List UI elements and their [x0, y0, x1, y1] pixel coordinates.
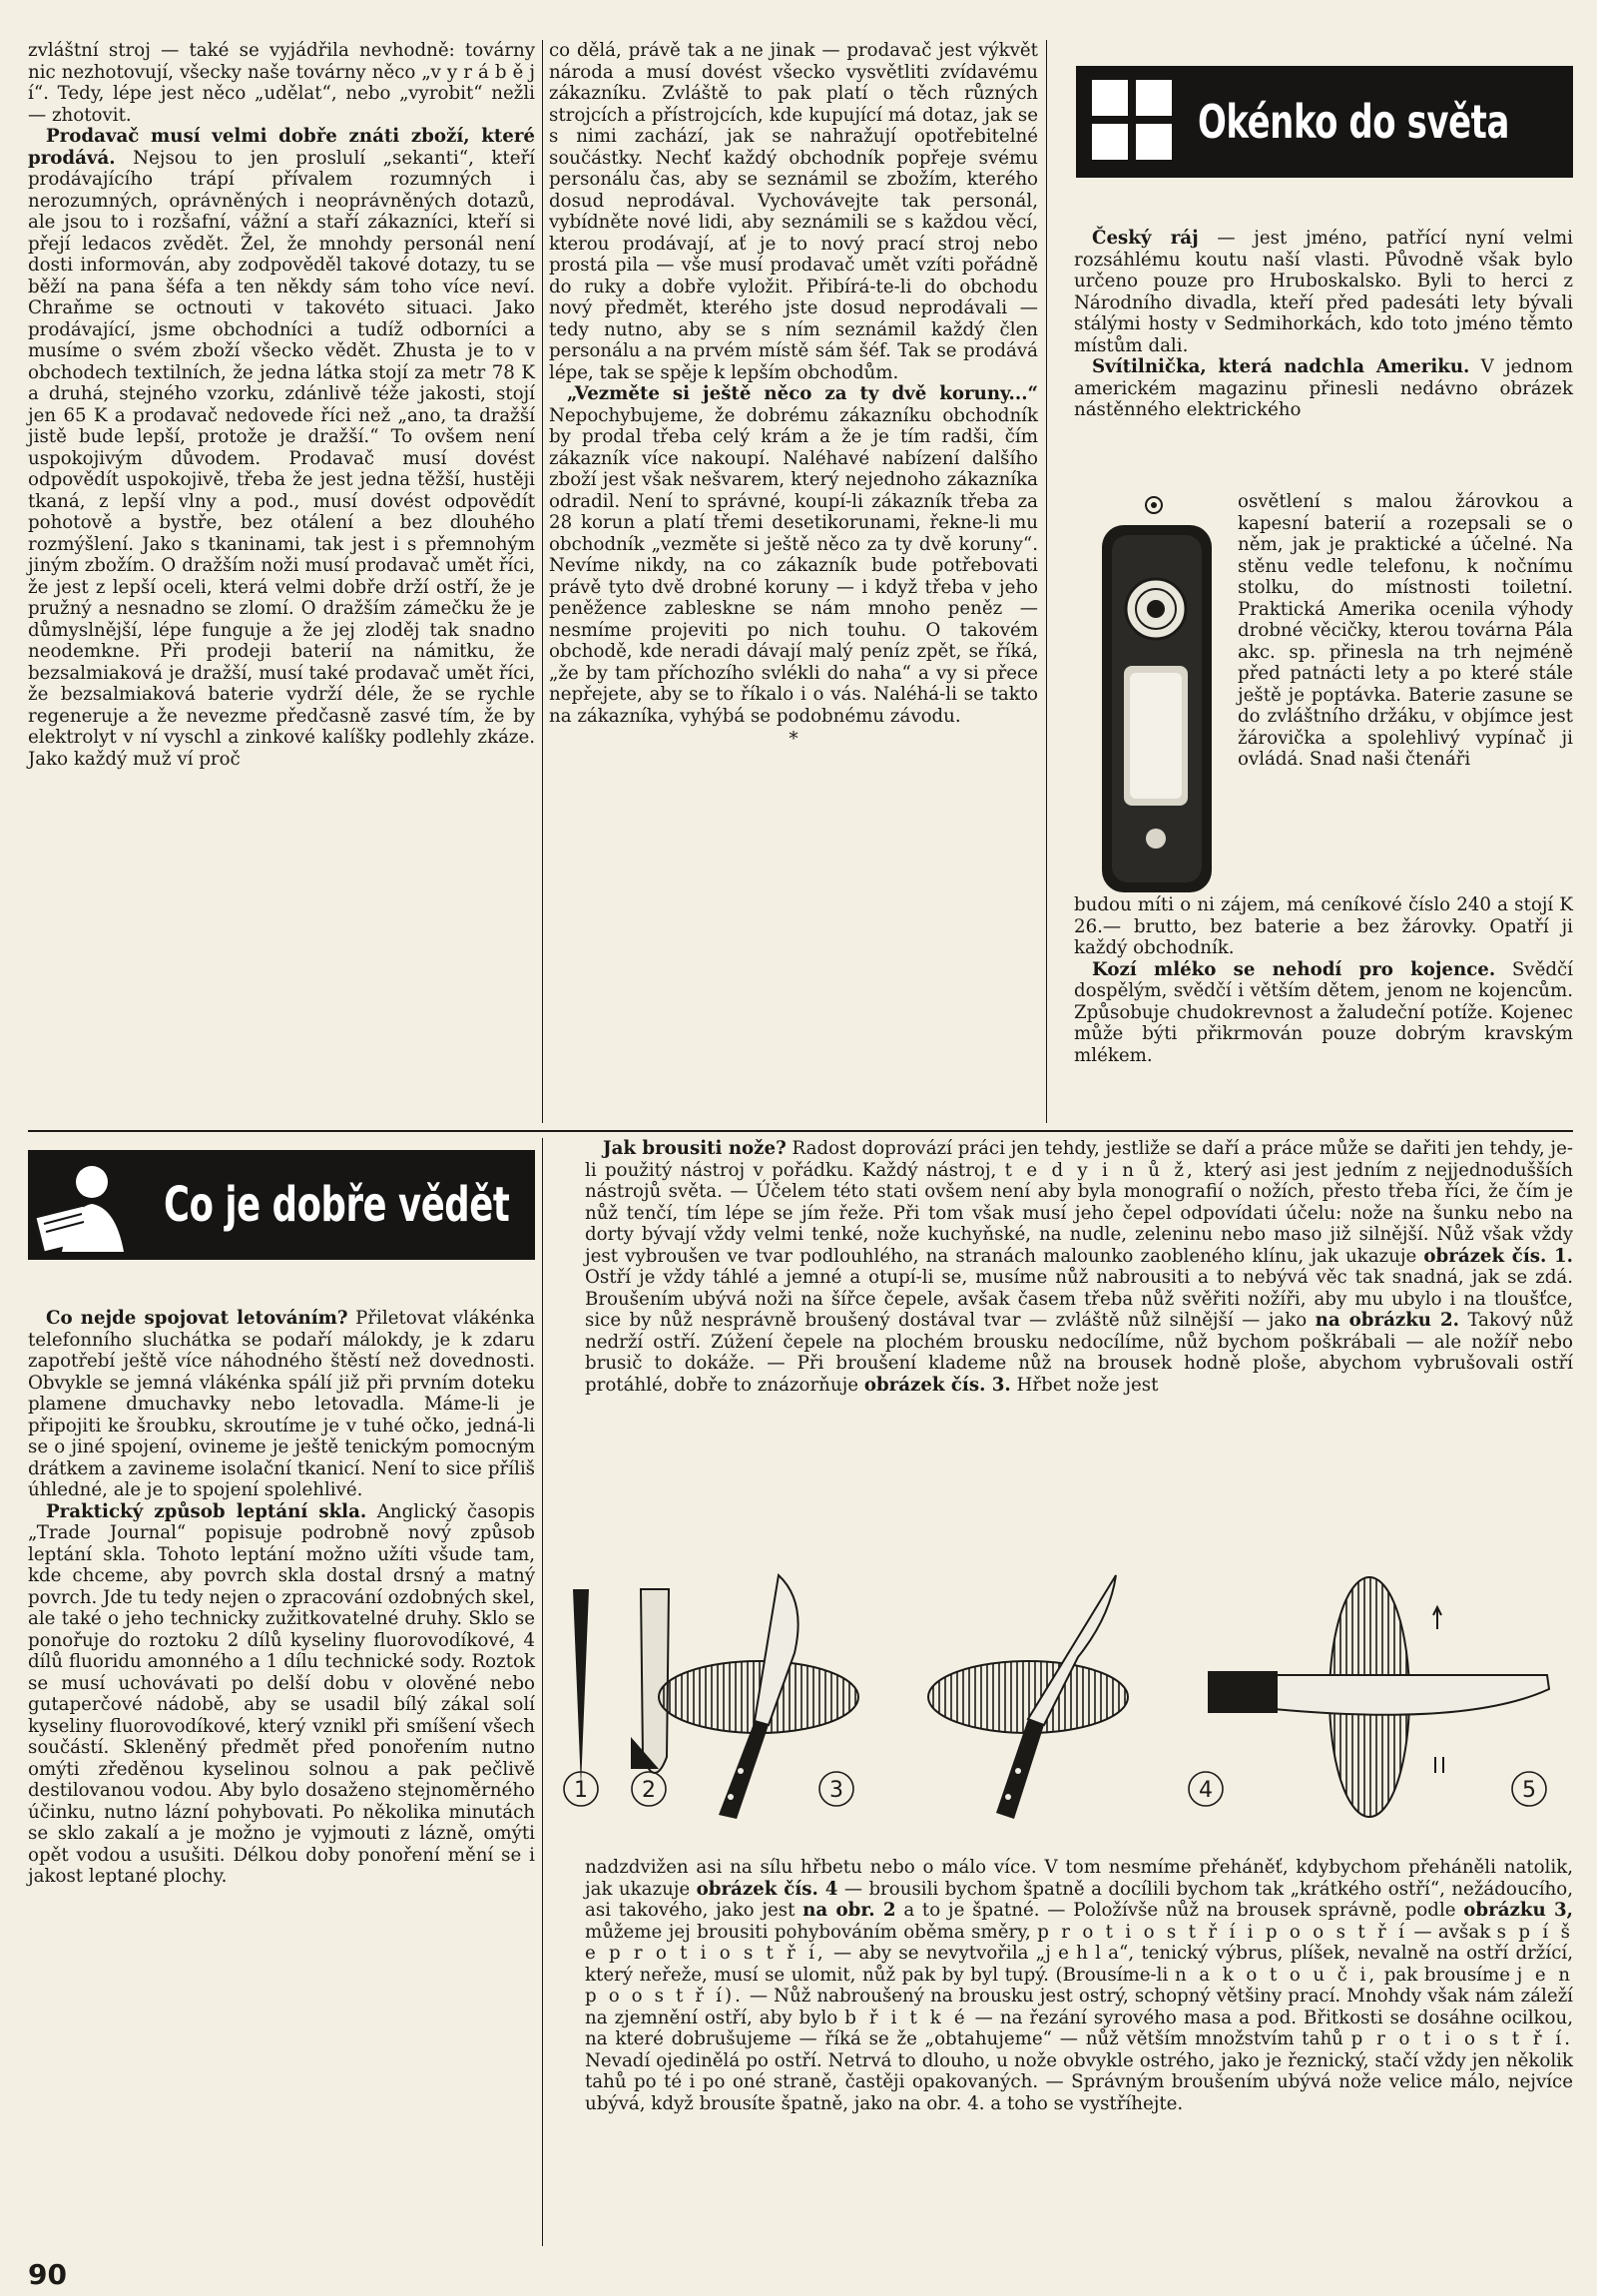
page-number: 90 — [28, 2258, 67, 2291]
paragraph: Přiletovat vlákénka telefonního sluchátka se podaří málokdy, je k zdaru zapotřebí ještě více náhodného štěstí než dovednosti. Obvykle se jemná vlákénka spálí již při prvním doteku plamene dmuchavky nebo letovadla. Máme-li je připojiti ke šroubku, skroutíme je v tuhé očko, jedná-li se o jiné spojení, ovineme je ještě tenickým pomocným drátkem a zavineme isolační tkanicí. Není to sice příliš úhledné, ale je to spojení spolehlivé. — [28, 1308, 535, 1500]
figure-3 — [659, 1575, 858, 1819]
paragraph: zvláštní stroj — také se vyjádřila nevhodně: továrny nic nezhotovují, všecky naše továrny něco „v y r á b ě j í“. Tedy, lépe jest něco „udělat“, nebo „vyrobit“ nežli — zhotovit. — [28, 40, 535, 126]
subheading: Svítilnička, která nadchla Ameriku. — [1092, 356, 1470, 377]
article-column-3-continued — [1074, 894, 1573, 1066]
spaced-text: t e d y i n ů ž, — [1004, 1159, 1196, 1181]
wall-lamp-illustration — [1090, 491, 1228, 902]
spaced-text: j e n p o o s t ř í). — [585, 1964, 1573, 2007]
subheading: Praktický způsob leptání skla. — [46, 1500, 367, 1522]
paragraph: můžeme jej brousiti pohybováním oběma směry, — [585, 1921, 1031, 1943]
paragraph: Radost doprovází práci jen tehdy, jestliže se daří a práce může se dařiti jen tehdy, je-li použitý nástroj v pořádku. Každý nástroj, — [585, 1138, 1573, 1181]
figure-reference: obrázek čís. 3. — [863, 1374, 1011, 1396]
subheading: „Vezměte si ještě něco za ty dvě koruny...“ — [567, 383, 1038, 404]
article-knife-sharpening-continued — [585, 1857, 1573, 2114]
section-divider — [28, 1130, 1573, 1132]
paragraph: — na řezání syrového masa a pod. Břitkosti se dosáhne ocilkou, na které dobrušujeme — říká se že „obtahujeme“ — nůž větším množstvím tahů — [585, 2007, 1573, 2049]
lamp-wrap-text — [1238, 491, 1573, 771]
subheading: Český ráj — [1092, 228, 1199, 249]
paragraph: a to je špatné. — Položívše nůž na brousek správně, podle — [903, 1900, 1456, 1921]
subheading: Kozí mléko se nehodí pro kojence. — [1092, 958, 1496, 980]
section-title: Co je dobře vědět — [164, 1177, 510, 1233]
paragraph: Svědčí dospělým, svědčí i větším dětem, jenom ne kojencům. Způsobuje chudokrevnost a žaludeční potíže. Kojenec může býti přikrmován pouze dobrým kravským mlékem. — [1074, 958, 1573, 1066]
section-banner-co-je-dobre-vedet — [28, 1150, 535, 1260]
subheading: Co nejde spojovat letováním? — [46, 1308, 348, 1329]
paragraph: Takový nůž nedrží ostří. Zúžení čepele na plochém brousku nedocílíme, nůž bychom poškrábali — ale nožíř nebo brusič to dokáže. — Při broušení klademe nůž na brousek hodně ploše, abychom vybrušovali ostří protáhlé, dobře to znázorňuje — [585, 1310, 1573, 1396]
figure-reference: obrázek čís. 4 — [696, 1878, 838, 1900]
paragraph: — Nůž nabroušený na brousku jest ostrý, schopný většiny prací. Mnohdy však nám záleží na zjemnění ostří, aby bylo — [585, 1986, 1573, 2028]
figure-reference: obrázku 3, — [1463, 1900, 1573, 1921]
reading-man-icon — [30, 1152, 160, 1258]
paragraph: Ostří je vždy táhlé a jemné a otupí-li se, musíme nůž nabrousiti a to nebývá věc tak snadná, jak se zdá. Broušením ubývá noži na šířce čepele, avšak časem třeba nůž svěřiti nožíři, aby mu ubylo i na tloušťce, sice by nůž nesprávně broušený dostával tvar — zvláště nůž silnější — jako — [585, 1267, 1573, 1331]
paragraph: pak brousíme — [1383, 1964, 1511, 1986]
spaced-text: s p í š e p r o t i o s t ř í, — [585, 1921, 1573, 1964]
figure-4 — [928, 1575, 1128, 1819]
figure-2 — [631, 1589, 669, 1773]
section-end-mark: * — [789, 729, 798, 750]
paragraph: co dělá, právě tak a ne jinak — prodavač jest výkvět národa a musí dovést všecko vysvětliti zvídavému zákazníku. Zvláště to pak platí o těch různých strojcích a přístrojcích, kde kupující má dotaz, jak se s nimi zachází, jak se nahražují opotřebitelné součástky. Nechť každý obchodník popřeje svému personálu čas, aby se seznámil se zbožím, kterého dosud neprodával. Vychovávejte tak personál, vybídněte nové lidi, aby seznámili se s každou věcí, kterou prodávají, ať je to nový prací stroj nebo prostá pila — vše musí prodavač umět vzíti pořádně do ruky a dobře vyložit. Přibírá-te-li do obchodu nový předmět, kterého jste dosud neprodávali — tedy nutno, aby se s ním seznámil každý člen personálu a na prvém místě sám šéf. Tak se prodává lépe, tak se spěje k lepším obchodům. — [549, 40, 1038, 383]
figure-label: 1 — [574, 1778, 588, 1803]
paragraph: V jednom americkém magazinu přinesli nedávno obrázek nástěnného elektrického — [1074, 356, 1573, 420]
article-column-1 — [28, 40, 535, 770]
spaced-text: p r o t i o s t ř í. — [1350, 2028, 1573, 2049]
paragraph: nadzdvižen asi na sílu hřbetu nebo o málo více. V tom nesmíme přeháněť, kdybychom přeháněli natolik, jak ukazuje — [585, 1857, 1573, 1900]
paragraph: — brousili bychom špatně a docílili bychom tak „krátkého ostří“, nežádoucího, asi takového, jako jest — [585, 1878, 1573, 1921]
paragraph: — aby se nevytvořila „j e h l a“, tenický výbrus, plíšek, nevalně na ostří držící, který neřeže, musí se ulomit, nůž pak by byl tupý. (Brousíme-li — [585, 1943, 1573, 1986]
window-icon — [1078, 66, 1190, 178]
figure-label: 4 — [1199, 1778, 1213, 1803]
paragraph: Nejsou to jen proslulí „sekanti“, kteří prodávajícího trápí přívalem rozumných i nerozumných, oprávněných i neoprávněných dotazů, ale jsou to i rozšafní, vážní a staří zákazníci, kteří si přejí ledacos zvědět. Žel, že mnohdy personál není dosti informován, aby zodpověděl takové dotazy, tu se běží na pana šéfa a ten někdy sám toho více neví. Chraňme se octnouti v takovéto situaci. Jako prodávající, jsme obchodníci a tudíž odborníci a musíme o svém zboží všecko vědět. Zhusta je to v obchodech textilních, že jedna látka stojí za metr 78 K a druhá, stejného vzorku, zdánlivě téže jakosti, stojí jen 65 K a prodavač nedovede říci než „ano, ta dražší jistě bude lepší, protože je dražší.“ To ovšem není uspokojivým důvodem. Prodavač musí dovést odpovědít uspokojivě, třeba že jest jedna těžší, hustěji tkaná, z lepší vlny a pod., musí dovést odpovědít pohotově a bystře, bez otálení a bez dlouhého rozmýšlení. Jako s tkaninami, tak jest i s přemnohým jiným zbožím. O dražším noži musí prodavač umět říci, že jest z lepší oceli, která velmi dobře drží ostří, že je pružný a nesnadno se zlomí. O dražším zámečku že je důmyslnější, lépe funguje a že jej zloděj tak snadno neodemkne. Při prodeji baterií na námitku, že bezsalmiaková je dražší, musí také prodavač umět říci, že bezsalmiaková baterie vydrží déle, že se rychle regeneruje a že nevezme předčasně zasvé tím, že by elektrolyt v ní vyschl a zinkové kalíšky podlehly zkáze. Jako každý muž ví proč — [28, 147, 535, 770]
paragraph: budou míti o ni zájem, má ceníkové číslo 240 a stojí K 26.— brutto, bez baterie a bez žárovky. Opatří ji každý obchodník. — [1074, 894, 1573, 958]
paragraph: — avšak — [1413, 1921, 1491, 1943]
spaced-text: n a k o t o u č i, — [1174, 1964, 1378, 1986]
paragraph: Nepochybujeme, že dobrému zákazníku obchodník by prodal třeba celý krám a že je tím radši, čím zákazník více nakoupí. Naléhavé nabízení dalšího zboží jest však nešvarem, který nejednoho zákazníka odradil. Není to správné, koupí-li zákazník třeba za 28 korun a platí třemi desetikorunami, řekne-li mu obchodník „vezměte si ještě něco za ty dvě koruny“. Nevíme nikdy, na co zákazník bude potřebovati právě tyto dvě drobné koruny — i když třeba v jeho peněžence zableskne se nám mnoho peněz — nesmíme projeviti po nich touhu. O takovém obchodě, kde neradi dávají malý peníz zpět, se říká, „že by tam příchozího svlékli do naha“ a vy si přece nepřejete, aby se to říkalo i o vás. Naléhá-li se takto na zákazníka, vyhýbá se podobnému závodu. — [549, 404, 1038, 727]
subheading: Prodavač musí velmi dobře znáti zboží, které prodává. — [28, 126, 535, 169]
column-divider — [1046, 40, 1047, 1123]
figure-reference: na obrázku 2. — [1315, 1310, 1460, 1331]
figure-label: 3 — [829, 1778, 843, 1803]
column-divider — [542, 40, 543, 1123]
figure-label: 5 — [1522, 1778, 1536, 1803]
spaced-text: b ř i t k é — [844, 2007, 968, 2028]
figure-reference: obrázek čís. 1. — [1423, 1245, 1574, 1267]
column-divider — [542, 1138, 543, 2246]
section-title: Okénko do světa — [1198, 95, 1509, 149]
paragraph: který asi jest jedním z nejjednodušších nástrojů světa. — Účelem této stati ovšem není aby byla monografií o nožích, přesto třeba říci, že čím je nůž tenčí, tím lépe se jím řeže. Při tom však musí jeho čepel odpovídati účelu: nože na šunku nebo na dorty bývají vždy velmi tenké, nože kuchyňské, na nudle, zeleninu nebo maso již silnější. Nůž však vždy jest vybroušen ve tvar podlouhlého, na stranách malounko zaobleného klínu, jak ukazuje — [585, 1159, 1573, 1267]
figure-1 — [573, 1589, 589, 1787]
section-banner-okenko — [1076, 66, 1573, 178]
article-left-lower — [28, 1308, 535, 1888]
subheading: Jak brousiti nože? — [603, 1138, 787, 1159]
knife-sharpening-figures — [559, 1557, 1573, 1827]
figure-label: 2 — [642, 1778, 656, 1803]
paragraph: Anglický časopis „Trade Journal“ popisuje podrobně nový způsob leptání skla. Tohoto leptání možno užíti všude tam, kde chceme, aby povrch skla dostal drsný a matný povrch. Jde tu tedy nejen o zpracování ozdobných skel, ale také o jeho technicky zužitkovatelné druhy. Sklo se ponořuje do roztoku 2 dílů kyseliny fluorovodíkové, 4 dílů fluoridu amonného a 1 dílu technické sody. Roztok se musí uchovávati po delší dobu v olověné nebo gutaperčové nádobě, aby se usadil bílý zákal solí kyseliny fluorovodíkové, který vznikl při smíšení všech součástí. Skleněný předmět před ponořením nutno omýti zředěnou kyselinou solnou a pak pečlivě destilovanou vodou. Aby bylo dosaženo stejnoměrného účinku, nutno lázní pohybovati. Po několika minutách se sklo zakalí a je možno je vyjmouti z lázně, omýti opět vodou a usušiti. Délkou doby ponoření mění se i jakost leptané plochy. — [28, 1500, 535, 1887]
paragraph: osvětlení s malou žárovkou a kapesní baterií a rozepsali se o něm, jak je praktické a účelné. Na stěnu vedle telefonu, k nočnímu stolku, do místnosti toiletní. Praktická Amerika ocenila výhody drobné věcičky, kterou továrna Pála akc. sp. přinesla na trh nejméně před patnácti lety a po které stále ještě je poptávka. Baterie zasune se do zvláštního držáku, v objímce jest žárovička a spolehlivý vypínač ji ovládá. Snad naši čtenáři — [1238, 491, 1573, 770]
spaced-text: p r o t i o s t ř í i p o o s t ř í — [1037, 1921, 1407, 1943]
figure-5 — [1208, 1577, 1549, 1817]
article-column-3 — [1074, 228, 1573, 421]
paragraph: — jest jméno, patřící nyní velmi rozsáhlému koutu naší vlasti. Původně však bylo určeno pouze pro Hruboskalsko. Byli to herci z Národního divadla, kteří před padesáti lety bývali stálými hosty v Sedmihorkách, kdo toto jméno těmto místům dali. — [1074, 228, 1573, 356]
article-column-2 — [549, 40, 1038, 751]
paragraph: Nevadí ojedinělá po ostří. Netrvá to dlouho, u nože obvykle ostrého, jako je řeznický, stačí vždy jen několik tahů po té i po oné straně, častěji opakovaných. — Správným broušením ubývá nože velice málo, nejvíce ubývá, když brousíte špatně, jako na obr. 4. a toho se vystříhejte. — [585, 2049, 1573, 2114]
figure-reference: na obr. 2 — [802, 1900, 896, 1921]
article-knife-sharpening — [585, 1138, 1573, 1396]
paragraph: Hřbet nože jest — [1016, 1374, 1159, 1396]
